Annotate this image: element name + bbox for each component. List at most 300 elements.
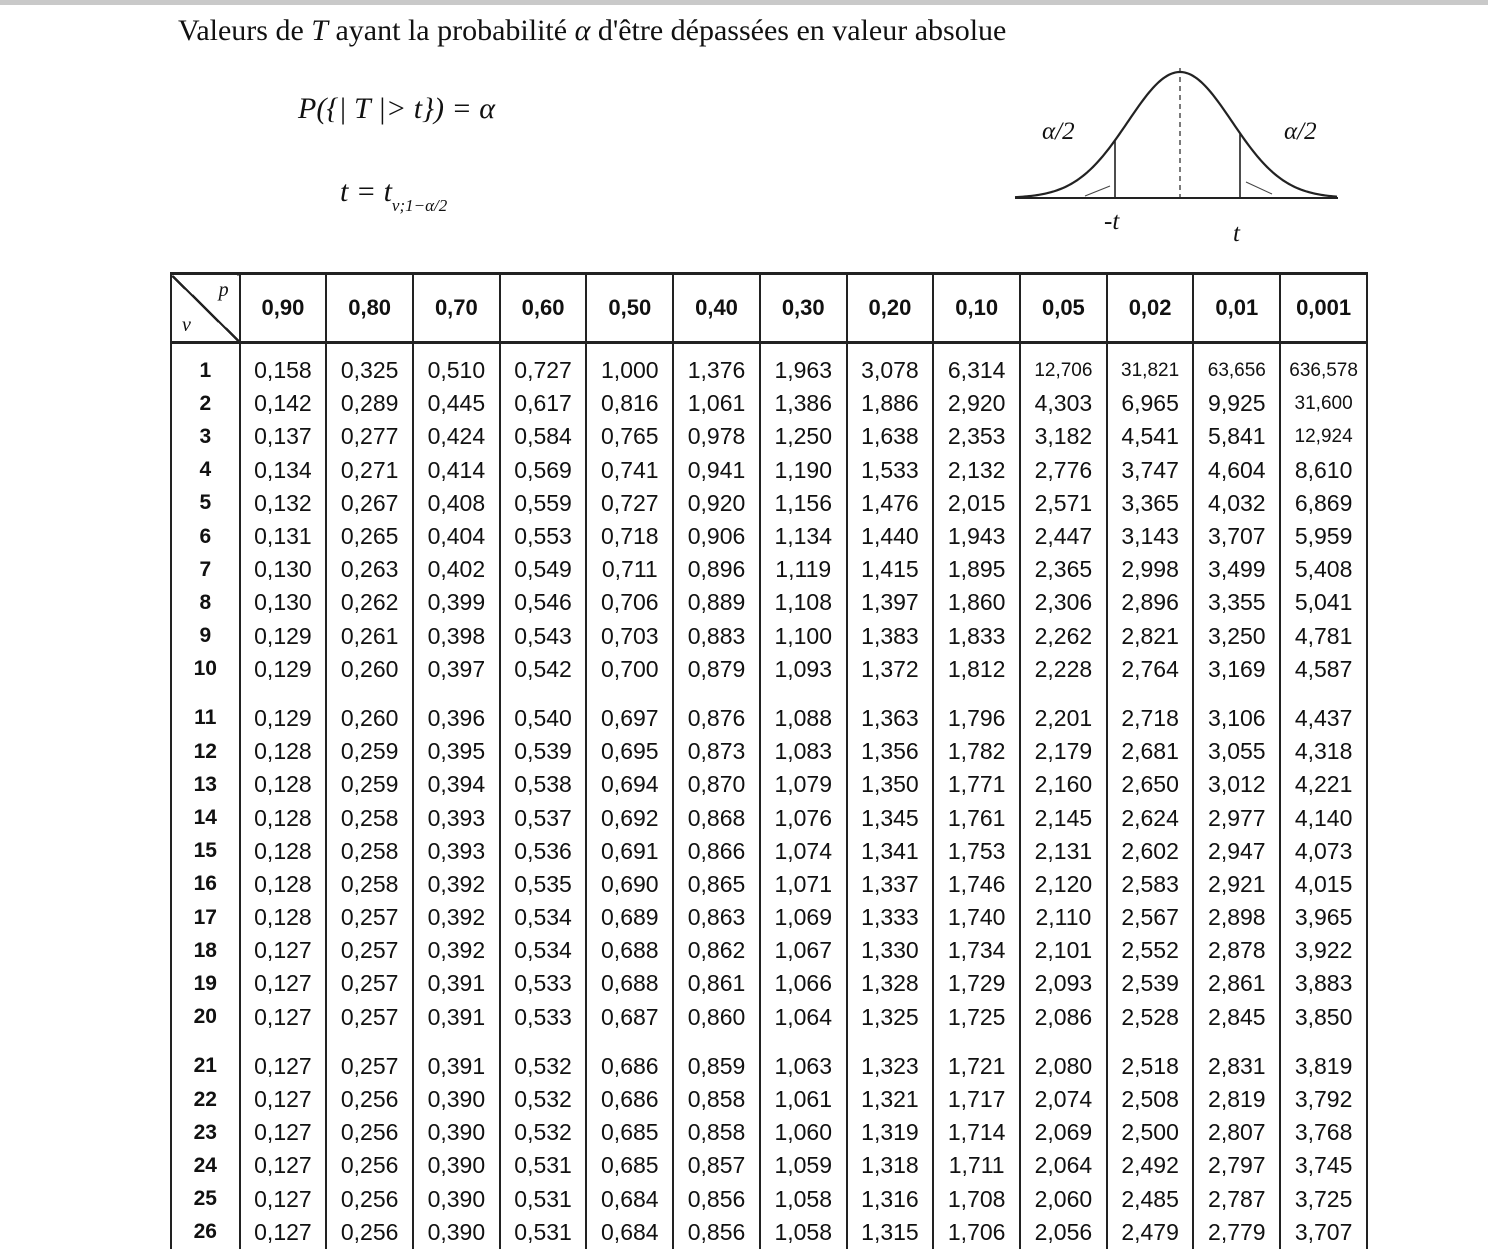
table-cell: 0,695 <box>586 735 673 768</box>
table-cell: 0,861 <box>673 967 760 1000</box>
table-row <box>171 1149 1367 1182</box>
table-cell: 0,392 <box>413 934 500 967</box>
table-cell: 0,531 <box>500 1183 587 1216</box>
table-cell: 0,858 <box>673 1083 760 1116</box>
degrees-of-freedom: 12 <box>171 735 240 768</box>
table-row <box>171 1034 1367 1083</box>
column-header: 0,02 <box>1107 274 1194 343</box>
table-row <box>171 934 1367 967</box>
table-cell: 1,476 <box>847 487 934 520</box>
table-cell: 0,534 <box>500 934 587 967</box>
table-cell: 1,088 <box>760 686 847 735</box>
table-row <box>171 967 1367 1000</box>
table-cell: 2,977 <box>1193 801 1280 834</box>
table-cell: 1,093 <box>760 653 847 686</box>
table-cell: 1,397 <box>847 586 934 619</box>
table-cell: 5,959 <box>1280 520 1367 553</box>
table-cell: 2,787 <box>1193 1183 1280 1216</box>
column-header: 0,90 <box>240 274 327 343</box>
quantile-formula-main: t = t <box>340 175 392 208</box>
table-cell: 0,260 <box>326 653 413 686</box>
table-row <box>171 1183 1367 1216</box>
table-cell: 1,714 <box>933 1116 1020 1149</box>
table-cell: 0,256 <box>326 1116 413 1149</box>
table-cell: 2,492 <box>1107 1149 1194 1182</box>
right-tail-hatch <box>1246 182 1272 194</box>
table-cell: 2,060 <box>1020 1183 1107 1216</box>
table-cell: 0,129 <box>240 653 327 686</box>
table-cell: 1,725 <box>933 1001 1020 1034</box>
table-corner <box>171 274 240 343</box>
table-cell: 0,533 <box>500 967 587 1000</box>
table-cell: 0,127 <box>240 1149 327 1182</box>
table-cell: 0,127 <box>240 1183 327 1216</box>
table-cell: 0,391 <box>413 1001 500 1034</box>
table-cell: 0,537 <box>500 801 587 834</box>
table-cell: 0,706 <box>586 586 673 619</box>
table-row <box>171 1001 1367 1034</box>
table-cell: 2,500 <box>1107 1116 1194 1149</box>
table-cell: 0,700 <box>586 653 673 686</box>
table-cell: 0,393 <box>413 801 500 834</box>
table-cell: 0,727 <box>500 343 587 388</box>
table-cell: 8,610 <box>1280 454 1367 487</box>
table-cell: 3,725 <box>1280 1183 1367 1216</box>
table-cell: 1,886 <box>847 387 934 420</box>
table-cell: 1,333 <box>847 901 934 934</box>
table-cell: 1,330 <box>847 934 934 967</box>
table-cell: 0,866 <box>673 835 760 868</box>
degrees-of-freedom: 25 <box>171 1183 240 1216</box>
table-row <box>171 1216 1367 1249</box>
table-cell: 2,539 <box>1107 967 1194 1000</box>
table-cell: 2,602 <box>1107 835 1194 868</box>
table-cell: 0,390 <box>413 1183 500 1216</box>
table-cell: 4,221 <box>1280 768 1367 801</box>
table-cell: 0,259 <box>326 768 413 801</box>
table-cell: 0,257 <box>326 901 413 934</box>
table-cell: 0,271 <box>326 454 413 487</box>
table-cell: 3,365 <box>1107 487 1194 520</box>
table-cell: 1,638 <box>847 420 934 453</box>
table-cell: 0,404 <box>413 520 500 553</box>
table-cell: 0,399 <box>413 586 500 619</box>
table-cell: 2,228 <box>1020 653 1107 686</box>
degrees-of-freedom: 5 <box>171 487 240 520</box>
table-cell: 0,868 <box>673 801 760 834</box>
table-cell: 4,015 <box>1280 868 1367 901</box>
title-prefix: Valeurs de <box>178 14 304 47</box>
table-cell: 0,130 <box>240 553 327 586</box>
table-cell: 0,128 <box>240 901 327 934</box>
table-cell: 1,000 <box>586 343 673 388</box>
degrees-of-freedom: 22 <box>171 1083 240 1116</box>
table-cell: 3,499 <box>1193 553 1280 586</box>
table-cell: 1,383 <box>847 620 934 653</box>
table-cell: 2,101 <box>1020 934 1107 967</box>
table-cell: 0,865 <box>673 868 760 901</box>
table-cell: 0,259 <box>326 735 413 768</box>
table-cell: 0,325 <box>326 343 413 388</box>
table-cell: 0,127 <box>240 1083 327 1116</box>
table-cell: 2,518 <box>1107 1034 1194 1083</box>
right-alpha-half-label: α/2 <box>1284 118 1317 145</box>
table-cell: 0,128 <box>240 835 327 868</box>
table-cell: 0,920 <box>673 487 760 520</box>
column-header: 0,40 <box>673 274 760 343</box>
degrees-of-freedom: 4 <box>171 454 240 487</box>
table-cell: 0,396 <box>413 686 500 735</box>
table-cell: 1,895 <box>933 553 1020 586</box>
column-header: 0,50 <box>586 274 673 343</box>
table-cell: 1,156 <box>760 487 847 520</box>
table-cell: 1,796 <box>933 686 1020 735</box>
degrees-of-freedom: 18 <box>171 934 240 967</box>
table-cell: 0,692 <box>586 801 673 834</box>
student-t-table <box>170 272 1368 1249</box>
table-cell: 2,681 <box>1107 735 1194 768</box>
degrees-of-freedom: 8 <box>171 586 240 619</box>
table-cell: 1,321 <box>847 1083 934 1116</box>
degrees-of-freedom: 7 <box>171 553 240 586</box>
degrees-of-freedom: 20 <box>171 1001 240 1034</box>
table-cell: 2,764 <box>1107 653 1194 686</box>
table-cell: 0,859 <box>673 1034 760 1083</box>
quantile-formula <box>340 175 447 216</box>
table-cell: 1,071 <box>760 868 847 901</box>
table-cell: 0,128 <box>240 801 327 834</box>
table-cell: 0,128 <box>240 768 327 801</box>
table-cell: 0,531 <box>500 1216 587 1249</box>
table-cell: 0,542 <box>500 653 587 686</box>
table-cell: 4,541 <box>1107 420 1194 453</box>
table-cell: 2,528 <box>1107 1001 1194 1034</box>
table-cell: 0,289 <box>326 387 413 420</box>
table-cell: 1,812 <box>933 653 1020 686</box>
column-header: 0,001 <box>1280 274 1367 343</box>
table-cell: 2,583 <box>1107 868 1194 901</box>
table-cell: 3,106 <box>1193 686 1280 735</box>
table-cell: 0,134 <box>240 454 327 487</box>
degrees-of-freedom: 16 <box>171 868 240 901</box>
table-cell: 0,694 <box>586 768 673 801</box>
degrees-of-freedom: 11 <box>171 686 240 735</box>
table-cell: 0,688 <box>586 934 673 967</box>
table-cell: 0,876 <box>673 686 760 735</box>
table-cell: 1,063 <box>760 1034 847 1083</box>
table-cell: 4,781 <box>1280 620 1367 653</box>
table-cell: 3,965 <box>1280 901 1367 934</box>
table-cell: 0,883 <box>673 620 760 653</box>
table-row <box>171 768 1367 801</box>
table-cell: 1,753 <box>933 835 1020 868</box>
table-cell: 2,447 <box>1020 520 1107 553</box>
table-cell: 0,257 <box>326 967 413 1000</box>
table-cell: 0,741 <box>586 454 673 487</box>
table-cell: 0,862 <box>673 934 760 967</box>
table-cell: 2,086 <box>1020 1001 1107 1034</box>
left-tail-hatch <box>1085 186 1110 196</box>
table-cell: 2,160 <box>1020 768 1107 801</box>
table-cell: 4,032 <box>1193 487 1280 520</box>
table-cell: 2,508 <box>1107 1083 1194 1116</box>
table-cell: 0,870 <box>673 768 760 801</box>
table-cell: 0,535 <box>500 868 587 901</box>
table-cell: 0,393 <box>413 835 500 868</box>
table-cell: 0,129 <box>240 686 327 735</box>
table-cell: 0,127 <box>240 1001 327 1034</box>
table-cell: 0,559 <box>500 487 587 520</box>
table-cell: 3,707 <box>1280 1216 1367 1249</box>
table-cell: 0,392 <box>413 868 500 901</box>
table-row <box>171 487 1367 520</box>
corner-nu-label: ν <box>182 314 191 336</box>
table-cell: 1,108 <box>760 586 847 619</box>
table-cell: 2,306 <box>1020 586 1107 619</box>
table-cell: 0,261 <box>326 620 413 653</box>
corner-p-label: p <box>218 279 229 301</box>
table-cell: 2,074 <box>1020 1083 1107 1116</box>
table-cell: 1,064 <box>760 1001 847 1034</box>
table-cell: 2,807 <box>1193 1116 1280 1149</box>
table-cell: 1,250 <box>760 420 847 453</box>
table-cell: 1,782 <box>933 735 1020 768</box>
table-cell: 2,878 <box>1193 934 1280 967</box>
table-cell: 2,479 <box>1107 1216 1194 1249</box>
table-cell: 3,182 <box>1020 420 1107 453</box>
table-cell: 1,711 <box>933 1149 1020 1182</box>
table-cell: 12,706 <box>1020 343 1107 388</box>
table-cell: 0,130 <box>240 586 327 619</box>
title-alpha: α <box>574 14 591 47</box>
table-cell: 2,201 <box>1020 686 1107 735</box>
table-cell: 0,127 <box>240 1116 327 1149</box>
table-cell: 0,390 <box>413 1116 500 1149</box>
table-cell: 1,066 <box>760 967 847 1000</box>
table-cell: 0,546 <box>500 586 587 619</box>
table-cell: 0,127 <box>240 967 327 1000</box>
table-cell: 2,821 <box>1107 620 1194 653</box>
table-cell: 0,390 <box>413 1216 500 1249</box>
column-header: 0,70 <box>413 274 500 343</box>
table-cell: 0,863 <box>673 901 760 934</box>
table-cell: 2,571 <box>1020 487 1107 520</box>
table-cell: 0,684 <box>586 1216 673 1249</box>
scan-top-edge <box>0 0 1488 5</box>
table-cell: 0,265 <box>326 520 413 553</box>
table-cell: 0,256 <box>326 1183 413 1216</box>
table-cell: 2,131 <box>1020 835 1107 868</box>
table-row <box>171 586 1367 619</box>
table-cell: 1,350 <box>847 768 934 801</box>
table-cell: 1,415 <box>847 553 934 586</box>
table-cell: 1,315 <box>847 1216 934 1249</box>
table-cell: 1,325 <box>847 1001 934 1034</box>
table-cell: 2,896 <box>1107 586 1194 619</box>
table-cell: 63,656 <box>1193 343 1280 388</box>
column-header: 0,10 <box>933 274 1020 343</box>
table-cell: 1,708 <box>933 1183 1020 1216</box>
table-cell: 9,925 <box>1193 387 1280 420</box>
table-cell: 0,256 <box>326 1083 413 1116</box>
table-cell: 0,686 <box>586 1083 673 1116</box>
table-cell: 0,445 <box>413 387 500 420</box>
table-cell: 0,258 <box>326 801 413 834</box>
table-cell: 0,277 <box>326 420 413 453</box>
probability-formula: P({| T |> t}) = α <box>298 92 496 125</box>
table-cell: 1,337 <box>847 868 934 901</box>
table-cell: 2,552 <box>1107 934 1194 967</box>
degrees-of-freedom: 26 <box>171 1216 240 1249</box>
table-cell: 0,531 <box>500 1149 587 1182</box>
table-cell: 3,250 <box>1193 620 1280 653</box>
table-cell: 6,965 <box>1107 387 1194 420</box>
table-row <box>171 653 1367 686</box>
table-cell: 0,857 <box>673 1149 760 1182</box>
table-cell: 0,408 <box>413 487 500 520</box>
table-cell: 0,941 <box>673 454 760 487</box>
table-cell: 2,132 <box>933 454 1020 487</box>
table-cell: 0,689 <box>586 901 673 934</box>
title-suffix: d'être dépassées en valeur absolue <box>597 14 1007 47</box>
table-cell: 2,262 <box>1020 620 1107 653</box>
table-cell: 0,127 <box>240 934 327 967</box>
table-cell: 5,408 <box>1280 553 1367 586</box>
table-cell: 1,761 <box>933 801 1020 834</box>
table-cell: 2,898 <box>1193 901 1280 934</box>
table-cell: 1,074 <box>760 835 847 868</box>
table-cell: 3,078 <box>847 343 934 388</box>
table-cell: 4,437 <box>1280 686 1367 735</box>
table-cell: 0,260 <box>326 686 413 735</box>
table-cell: 6,314 <box>933 343 1020 388</box>
table-cell: 0,697 <box>586 686 673 735</box>
table-row <box>171 801 1367 834</box>
table-cell: 1,833 <box>933 620 1020 653</box>
table-cell: 1,061 <box>673 387 760 420</box>
table-cell: 0,128 <box>240 735 327 768</box>
table-row <box>171 686 1367 735</box>
table-cell: 0,978 <box>673 420 760 453</box>
left-alpha-half-label: α/2 <box>1042 118 1075 145</box>
table-cell: 0,532 <box>500 1116 587 1149</box>
table-cell: 1,746 <box>933 868 1020 901</box>
table-cell: 0,543 <box>500 620 587 653</box>
table-row <box>171 868 1367 901</box>
table-cell: 3,745 <box>1280 1149 1367 1182</box>
table-cell: 0,703 <box>586 620 673 653</box>
table-cell: 0,816 <box>586 387 673 420</box>
table-cell: 1,356 <box>847 735 934 768</box>
table-cell: 3,768 <box>1280 1116 1367 1149</box>
table-cell: 1,963 <box>760 343 847 388</box>
table-row <box>171 420 1367 453</box>
table-row <box>171 387 1367 420</box>
table-cell: 1,318 <box>847 1149 934 1182</box>
table-cell: 1,328 <box>847 967 934 1000</box>
table-cell: 1,083 <box>760 735 847 768</box>
degrees-of-freedom: 17 <box>171 901 240 934</box>
table-cell: 31,600 <box>1280 387 1367 420</box>
table-cell: 0,390 <box>413 1149 500 1182</box>
table-cell: 3,819 <box>1280 1034 1367 1083</box>
table-cell: 0,685 <box>586 1149 673 1182</box>
table-cell: 1,134 <box>760 520 847 553</box>
table-cell: 2,145 <box>1020 801 1107 834</box>
table-cell: 0,856 <box>673 1183 760 1216</box>
table-cell: 1,533 <box>847 454 934 487</box>
degrees-of-freedom: 21 <box>171 1034 240 1083</box>
table-cell: 12,924 <box>1280 420 1367 453</box>
table-row <box>171 901 1367 934</box>
table-row <box>171 553 1367 586</box>
table-cell: 1,440 <box>847 520 934 553</box>
table-cell: 0,158 <box>240 343 327 388</box>
table-cell: 2,485 <box>1107 1183 1194 1216</box>
table-cell: 5,041 <box>1280 586 1367 619</box>
table-row <box>171 1116 1367 1149</box>
table-cell: 0,397 <box>413 653 500 686</box>
table-cell: 1,729 <box>933 967 1020 1000</box>
table-cell: 0,257 <box>326 1001 413 1034</box>
table-cell: 0,879 <box>673 653 760 686</box>
table-cell: 0,129 <box>240 620 327 653</box>
table-row <box>171 343 1367 388</box>
table-cell: 3,012 <box>1193 768 1280 801</box>
table-cell: 0,617 <box>500 387 587 420</box>
table-cell: 0,539 <box>500 735 587 768</box>
table-cell: 2,718 <box>1107 686 1194 735</box>
table-cell: 0,267 <box>326 487 413 520</box>
table-cell: 3,792 <box>1280 1083 1367 1116</box>
table-cell: 2,624 <box>1107 801 1194 834</box>
table-cell: 0,390 <box>413 1083 500 1116</box>
table-cell: 0,398 <box>413 620 500 653</box>
table-cell: 0,128 <box>240 868 327 901</box>
table-cell: 0,896 <box>673 553 760 586</box>
table-cell: 0,540 <box>500 686 587 735</box>
table-cell: 0,256 <box>326 1216 413 1249</box>
table-cell: 0,394 <box>413 768 500 801</box>
table-cell: 1,069 <box>760 901 847 934</box>
table-cell: 3,850 <box>1280 1001 1367 1034</box>
neg-t-label: -t <box>1104 208 1120 235</box>
table-cell: 0,688 <box>586 967 673 1000</box>
table-row <box>171 620 1367 653</box>
column-header: 0,30 <box>760 274 847 343</box>
table-cell: 1,190 <box>760 454 847 487</box>
table-cell: 0,727 <box>586 487 673 520</box>
table-cell: 0,889 <box>673 586 760 619</box>
table-cell: 1,860 <box>933 586 1020 619</box>
table-cell: 1,734 <box>933 934 1020 967</box>
page-title <box>178 14 1006 48</box>
table-cell: 0,142 <box>240 387 327 420</box>
title-middle: ayant la probabilité <box>335 14 568 47</box>
table-cell: 1,058 <box>760 1216 847 1249</box>
table-cell: 2,921 <box>1193 868 1280 901</box>
table-cell: 0,257 <box>326 934 413 967</box>
table-cell: 5,841 <box>1193 420 1280 453</box>
table-cell: 0,856 <box>673 1216 760 1249</box>
table-cell: 6,869 <box>1280 487 1367 520</box>
table-cell: 1,319 <box>847 1116 934 1149</box>
table-cell: 1,061 <box>760 1083 847 1116</box>
table-cell: 1,079 <box>760 768 847 801</box>
degrees-of-freedom: 19 <box>171 967 240 1000</box>
table-cell: 2,179 <box>1020 735 1107 768</box>
table-cell: 2,779 <box>1193 1216 1280 1249</box>
